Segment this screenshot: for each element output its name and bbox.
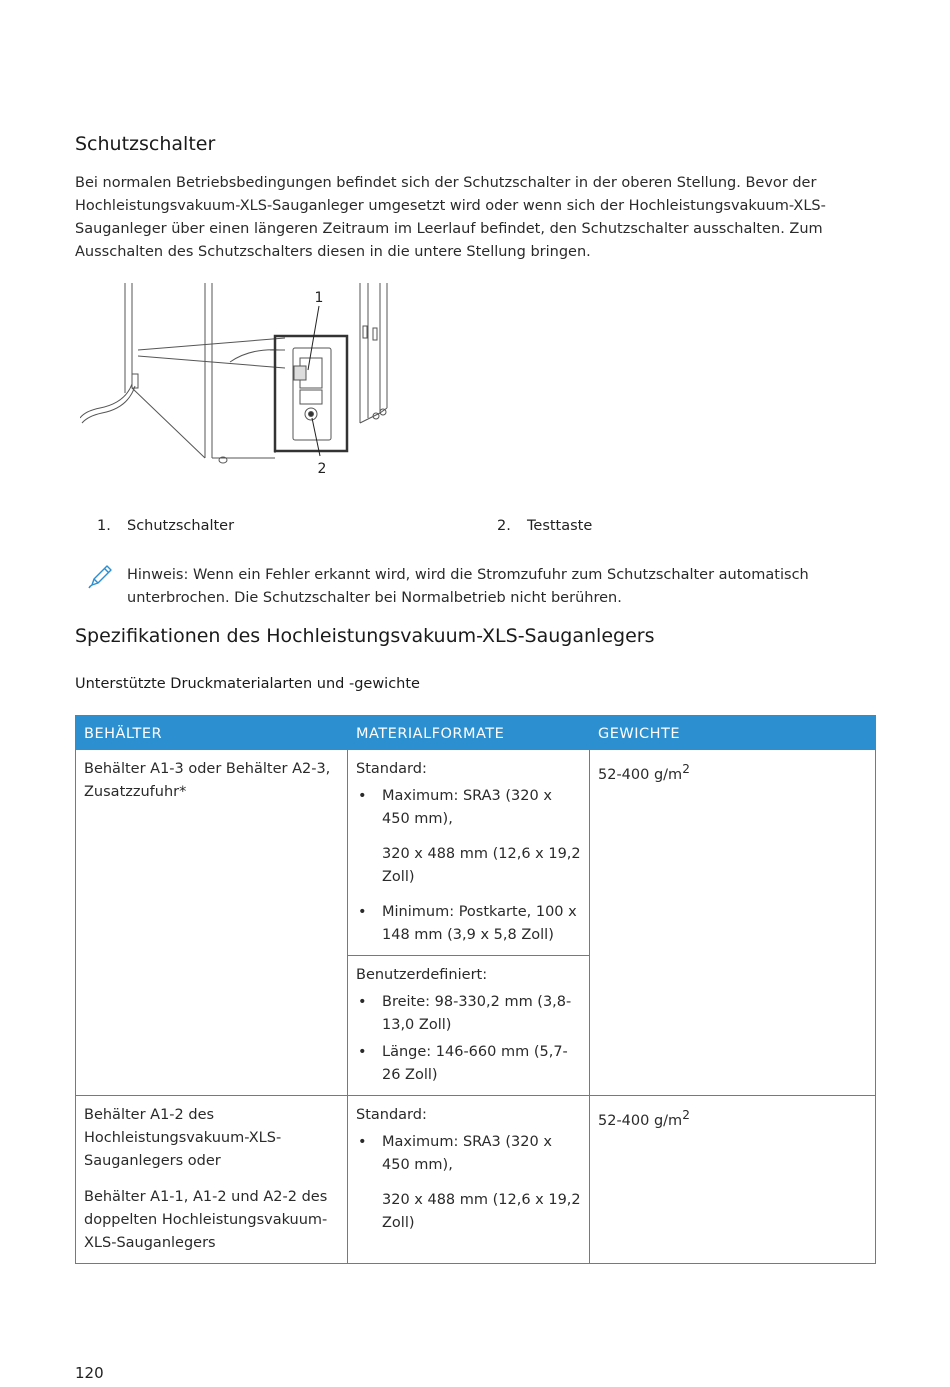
legend-label: Testtaste — [527, 518, 593, 534]
list-item: • Maximum: SRA3 (320 x 450 mm), — [356, 785, 581, 831]
standard-max-continued: 320 x 488 mm (12,6 x 19,2 Zoll) — [382, 1192, 581, 1231]
custom-formats-cell — [348, 956, 590, 1096]
intro-paragraph: Bei normalen Betriebsbedingungen befindet sich der Schutzschalter in der oberen Stellung. Bevor der Hochleistungsvakuum-XLS-Sauganleger umgesetzt wird oder wenn sich der Hochleistungsvakuum-XLS-Sauganleger über einen längeren Zeitraum im Leerlauf befindet, den Schutzschalter ausschalten. Zum Ausschalten des Schutzschalters diesen in die untere Stellung bringen. — [75, 175, 826, 260]
note-text: Hinweis: Wenn ein Fehler erkannt wird, wird die Stromzufuhr zum Schutzschalter automatisch unterbrochen. Die Schutzschalter bei Normalbetrieb nicht berühren. — [127, 567, 809, 606]
column-header-behaelter: BEHÄLTER — [76, 716, 348, 750]
standard-formats-cell — [348, 750, 590, 956]
weight-cell — [590, 1096, 876, 1264]
legend-number: 1. — [97, 518, 111, 534]
column-header-materialformate: MATERIALFORMATE — [348, 716, 590, 750]
callout-1: 1 — [314, 290, 324, 306]
standard-formats-list — [356, 1131, 581, 1177]
standard-label: Standard: — [356, 761, 427, 777]
spec-title: Spezifikationen des Hochleistungsvakuum-XLS-Sauganlegers — [75, 625, 655, 647]
weight-value: 52-400 g/m — [598, 1112, 683, 1129]
list-item: • Minimum: Postkarte, 100 x 148 mm (3,9 x 5,8 Zoll) — [356, 901, 581, 947]
standard-formats-list — [356, 785, 581, 831]
legend-label: Schutzschalter — [127, 518, 235, 534]
custom-label: Benutzerdefiniert: — [356, 967, 488, 983]
standard-formats-cell — [348, 1096, 590, 1264]
list-item: • Breite: 98-330,2 mm (3,8-13,0 Zoll) — [356, 991, 581, 1037]
list-item: • Länge: 146-660 mm (5,7-26 Zoll) — [356, 1041, 581, 1087]
list-item: • Maximum: SRA3 (320 x 450 mm), — [356, 1131, 581, 1177]
tray-cell — [76, 750, 348, 1096]
tray-text: Behälter A1-2 des Hochleistungsvakuum-XLS-Sauganlegers oder — [84, 1107, 282, 1169]
table-row — [76, 750, 876, 956]
custom-formats-list — [356, 991, 581, 1087]
media-spec-table — [75, 715, 876, 1264]
column-header-gewichte: GEWICHTE — [590, 716, 876, 750]
device-drawing — [80, 278, 410, 478]
tray-cell — [76, 1096, 348, 1264]
tray-text: Behälter A1-3 oder Behälter A2-3, Zusatzzufuhr* — [84, 761, 331, 800]
table-row — [76, 1096, 876, 1264]
standard-min-list — [356, 901, 581, 947]
section-title: Schutzschalter — [75, 133, 216, 155]
weight-cell — [590, 750, 876, 1096]
standard-label: Standard: — [356, 1107, 427, 1123]
callout-2: 2 — [317, 461, 327, 477]
legend-number: 2. — [497, 518, 511, 534]
tray-text: Behälter A1-1, A1-2 und A2-2 des doppelten Hochleistungsvakuum-XLS-Sauganlegers — [84, 1189, 328, 1251]
spec-subtitle: Unterstützte Druckmaterialarten und -gewichte — [75, 676, 420, 692]
weight-unit-exponent: 2 — [682, 762, 690, 776]
standard-max-continued: 320 x 488 mm (12,6 x 19,2 Zoll) — [382, 846, 581, 885]
pencil-icon — [87, 562, 115, 590]
table-header-row — [76, 716, 876, 750]
weight-unit-exponent: 2 — [682, 1108, 690, 1122]
circuit-breaker-illustration — [80, 278, 410, 478]
weight-value: 52-400 g/m — [598, 766, 683, 783]
page-number: 120 — [75, 1364, 104, 1382]
